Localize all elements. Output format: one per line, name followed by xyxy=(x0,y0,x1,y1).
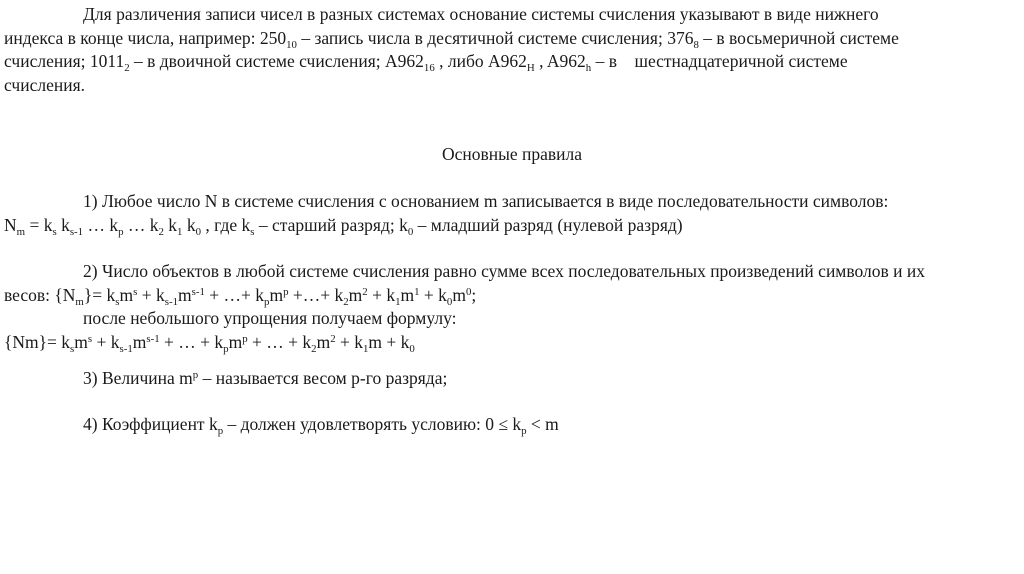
rule-1 xyxy=(4,190,1016,237)
section-heading: Основные правила xyxy=(441,144,583,164)
intro-paragraph xyxy=(4,3,1016,97)
intro-line-2: индекса в конце числа, например: $250_{10}$ – запись числа в десятичной системе счисления; $376_8$ – в восьмеричной системе xyxy=(4,27,899,51)
rule-4 xyxy=(4,413,1016,437)
rule-4-line: 4) Коэффициент $k_p$ – должен удовлетворять условию: $0 \le k_p < m$ xyxy=(83,414,559,438)
rule-2-line-3: после небольшого упрощения получаем формулу: xyxy=(83,308,457,328)
rule-2 xyxy=(4,260,1016,354)
rule-3-line: 3) Величина $m^p$ – называется весом p-го разряда; xyxy=(83,368,448,388)
intro-line-3: счисления; $1011_2$ – в двоичной системе счисления; $A962_{16}$ , либо $A962_H$ , $A962_h$ – в шестнадцатеричной системе xyxy=(4,51,848,75)
rule-1-formula: $N_m = k_s$ $k_{s-1}$ … $k_p$ … $k_2$ $k_1$ $k_0$ , где $k_s$ – старший разряд; $k_0$ – младший разряд (нулевой разряд) xyxy=(4,214,683,238)
rule-2-formula-1: весов: $\{N_m\}= k_sm^s + k_{s-1}m^{s-1}$ + …+ $k_pm^p$ +…+ $k_2m^2 + k_1m^1 + k_0m^0$; xyxy=(4,284,477,308)
rule-3 xyxy=(4,367,1016,391)
rule-2-line-1: 2) Число объектов в любой системе счисления равно сумме всех последовательных произведений символов и их xyxy=(83,261,926,281)
rule-2-formula-2: $\{Nm\}= k_sm^s + k_{s-1}m^{s-1}$ + … + $k_pm^p$ + … + $k_2m^2 + k_1m + k_0$ xyxy=(4,331,415,355)
rule-1-line-1: 1) Любое число N в системе счисления с основанием m записывается в виде последовательности символов: xyxy=(83,191,889,211)
intro-line-4: счисления. xyxy=(4,74,86,95)
intro-line-1: Для различения записи чисел в разных системах основание системы счисления указывают в виде нижнего xyxy=(83,4,879,24)
